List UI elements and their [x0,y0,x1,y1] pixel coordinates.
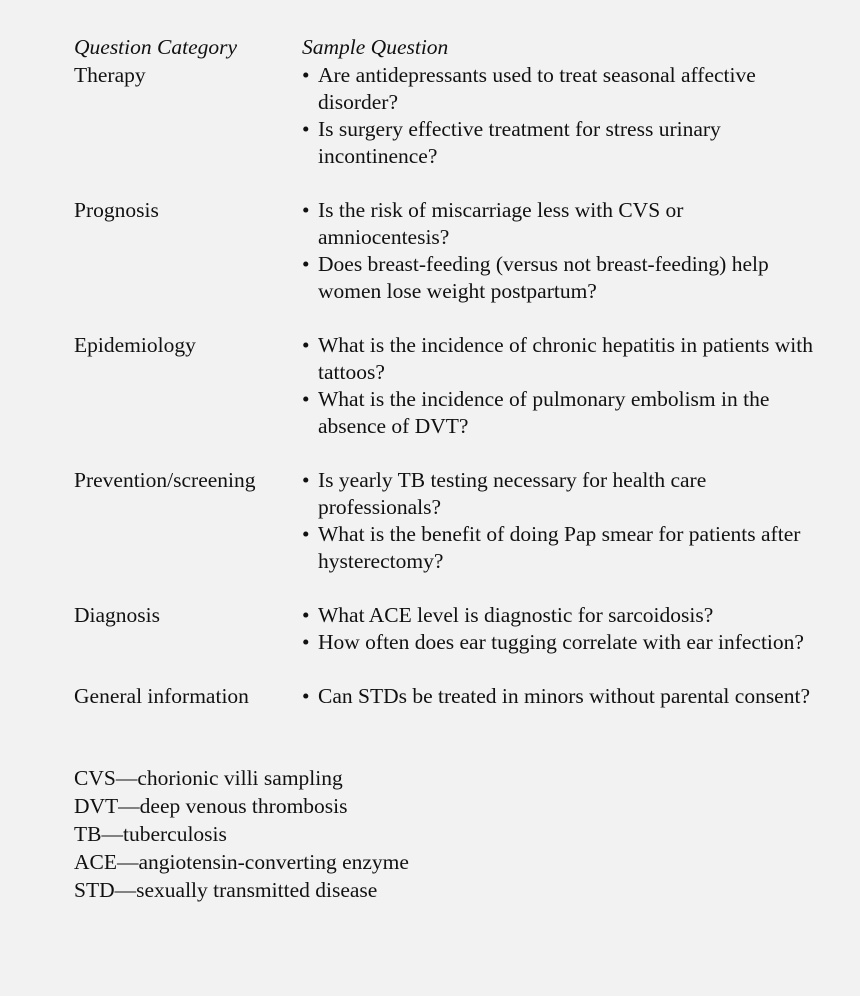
table-row-diagnosis [74,602,814,656]
question-item [302,629,814,656]
bullet-icon: • [302,198,310,222]
question-text: Is surgery effective treatment for stress urinary incontinence? [318,117,721,168]
question-item [302,332,814,386]
question-text: Is the risk of miscarriage less with CVS or amniocentesis? [318,198,684,249]
question-list [302,62,814,170]
row-category: Therapy [74,63,146,87]
question-item [302,521,814,575]
bullet-icon: • [302,522,310,546]
question-text: Can STDs be treated in minors without parental consent? [318,684,810,708]
row-category: Epidemiology [74,333,196,357]
header-question: Sample Question [302,35,449,59]
abbreviation-ace: ACE—angiotensin-converting enzyme [74,850,409,874]
table-row-prognosis [74,197,814,305]
row-category: Prevention/screening [74,468,256,492]
question-text: What is the incidence of chronic hepatitis in patients with tattoos? [318,333,813,384]
bullet-icon: • [302,468,310,492]
abbreviation-std: STD—sexually transmitted disease [74,878,378,902]
row-category: General information [74,684,249,708]
question-item [302,251,814,305]
abbreviation-dvt: DVT—deep venous thrombosis [74,794,348,818]
question-item [302,62,814,116]
question-text: What ACE level is diagnostic for sarcoidosis? [318,603,714,627]
question-text: Is yearly TB testing necessary for health care professionals? [318,468,707,519]
question-text: Are antidepressants used to treat seasonal affective disorder? [318,63,756,114]
table-row-therapy [74,62,814,170]
table-row-general-information [74,683,814,710]
bullet-icon: • [302,630,310,654]
bullet-icon: • [302,387,310,411]
bullet-icon: • [302,117,310,141]
question-text: Does breast-feeding (versus not breast-feeding) help women lose weight postpartum? [318,252,769,303]
question-item [302,683,814,710]
question-item [302,197,814,251]
question-item [302,602,814,629]
abbreviation-list [74,764,814,904]
question-list [302,197,814,305]
question-text: What is the benefit of doing Pap smear for patients after hysterectomy? [318,522,801,573]
question-list [302,683,814,710]
bullet-icon: • [302,63,310,87]
abbreviation-tb: TB—tuberculosis [74,822,227,846]
table-row-epidemiology [74,332,814,440]
question-text: How often does ear tugging correlate with ear infection? [318,630,804,654]
question-list [302,332,814,440]
bullet-icon: • [302,333,310,357]
question-item [302,467,814,521]
header-category: Question Category [74,35,238,59]
question-item [302,386,814,440]
abbreviation-cvs: CVS—chorionic villi sampling [74,766,343,790]
question-list [302,467,814,575]
question-category-table [74,34,814,904]
question-list [302,602,814,656]
table-header [74,34,814,62]
table-row-prevention-screening [74,467,814,575]
bullet-icon: • [302,252,310,276]
question-item [302,116,814,170]
row-category: Diagnosis [74,603,160,627]
question-text: What is the incidence of pulmonary embolism in the absence of DVT? [318,387,770,438]
bullet-icon: • [302,603,310,627]
bullet-icon: • [302,684,310,708]
row-category: Prognosis [74,198,159,222]
